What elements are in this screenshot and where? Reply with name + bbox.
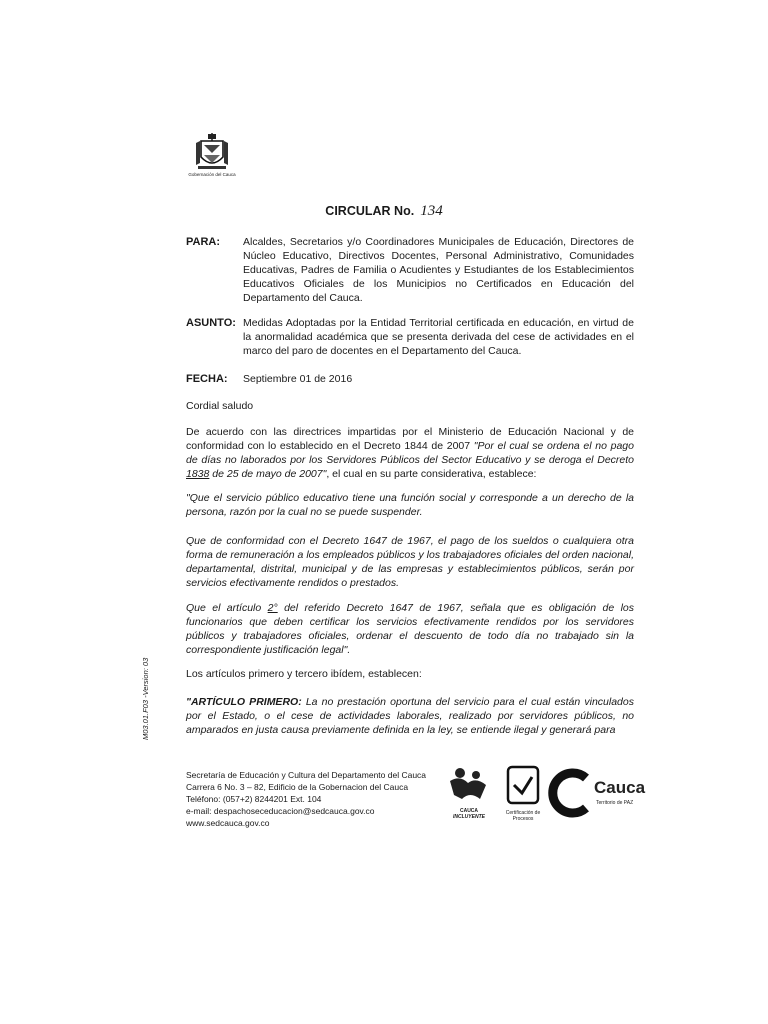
footer-line-4: e-mail: despachoseceducacion@sedcauca.gov.co: [186, 806, 375, 816]
p1-text-a: De acuerdo con las directrices impartidas por el Ministerio de Educación Nacional y de conformidad con lo establecido en el Decreto 1844 de 2007: [186, 426, 634, 452]
footer-line-3: Teléfono: (057+2) 8244201 Ext. 104: [186, 794, 322, 804]
cauca-incluyente-logo: [440, 765, 498, 827]
p1-decree-ref: 1838: [186, 468, 210, 480]
figures-icon: [440, 765, 498, 803]
circular-label: CIRCULAR No.: [325, 204, 415, 218]
q3-text-a: Que el artículo: [186, 602, 268, 614]
logo-caption: Gobernación del Cauca: [188, 172, 236, 177]
p1-quote-end: de 25 de mayo de 2007": [209, 468, 327, 480]
logo3-word: Cauca: [594, 778, 646, 797]
footer-line-2: Carrera 6 No. 3 – 82, Edificio de la Gobernacion del Cauca: [186, 782, 409, 792]
footer-line-1: Secretaría de Educación y Cultura del Departamento del Cauca: [186, 770, 427, 780]
coat-of-arms-icon: [192, 133, 232, 171]
para-label: PARA:: [186, 236, 221, 248]
certification-logo: [502, 765, 544, 823]
p1-text-e: , el cual en su parte considerativa, establece:: [326, 468, 537, 480]
asunto-label: ASUNTO:: [186, 317, 236, 329]
fecha-label: FECHA:: [186, 373, 228, 385]
asunto-text: Medidas Adoptadas por la Entidad Territorial certificada en educación, en virtud de la anormalidad académica que se presenta derivada del cese de actividades en el marco del paro de docentes en el Departamento del Cauca.: [243, 317, 634, 357]
certification-seal-icon: [502, 765, 544, 805]
article-text: La no prestación oportuna del servicio para el cual están vinculados por el Estado, o el cese de actividades laborales, realizado por servidores públicos, no amparados en justa causa previamente definida en la ley, se entiende ilegal y generará para: [186, 696, 634, 736]
footer-contact: [186, 769, 426, 829]
paragraph-1: [186, 425, 634, 481]
circular-title: [0, 203, 768, 220]
cauca-territorio-logo: [548, 766, 646, 822]
footer-line-5: www.sedcauca.gov.co: [186, 818, 270, 828]
logo1-text-a: CAUCA: [459, 808, 479, 814]
greeting: Cordial saludo: [186, 400, 254, 412]
cauca-c-icon: [548, 768, 592, 818]
p1-quote: "Por el cual se ordena el no pago de días no laborados por los Servidores Públicos del Sector Educativo y se deroga el Decreto: [186, 440, 634, 466]
paragraph-2: Los artículos primero y tercero ibídem, establecen:: [186, 668, 422, 680]
form-version-code: M03.01.F03 -Version: 03: [141, 657, 150, 740]
q3-article-ref: 2°: [267, 602, 278, 614]
logo2-text: Certificación de Procesos: [505, 810, 541, 822]
quote-2: Que de conformidad con el Decreto 1647 de 1967, el pago de los sueldos o cualquiera otra forma de remuneración a los empleados públicos y los trabajadores oficiales del orden nacional, departamental, distrital, municipal y de las empresas y establecimientos públicos, serán por servicios efectivamente rendidos o prestados.: [186, 535, 634, 589]
circular-number: 134: [420, 203, 443, 219]
article-label: "ARTÍCULO PRIMERO:: [186, 696, 302, 708]
q3-text-c: del referido Decreto 1647 de 1967, señala que es obligación de los funcionarios que deben certificar los servicios efectivamente rendidos por los servidores públicos y trabajadores oficiales, ordenar el descuento de todo día no trabajado sin la correspondiente justificación legal".: [186, 602, 634, 656]
logo3-tag: Territorio de PAZ: [596, 800, 634, 806]
fecha-text: Septiembre 01 de 2016: [243, 373, 353, 385]
para-text: Alcaldes, Secretarios y/o Coordinadores Municipales de Educación, Directores de Núcleo Educativo, Directivos Docentes, Personal Administrativo, Comunidades Educativas, Padres de Familia o Acudientes y Estudiantes de los Establecimientos Educativos Oficiales de los Municipios no Certificados en Educación del Departamento del Cauca.: [243, 236, 634, 304]
article-primero: [186, 695, 634, 737]
logo1-text-b: INCLUYENTE: [453, 814, 485, 820]
gobernacion-logo: [186, 133, 238, 177]
quote-3: [186, 601, 634, 657]
quote-1: "Que el servicio público educativo tiene una función social y corresponde a un derecho de la persona, razón por la cual no se puede suspender.: [186, 492, 634, 518]
